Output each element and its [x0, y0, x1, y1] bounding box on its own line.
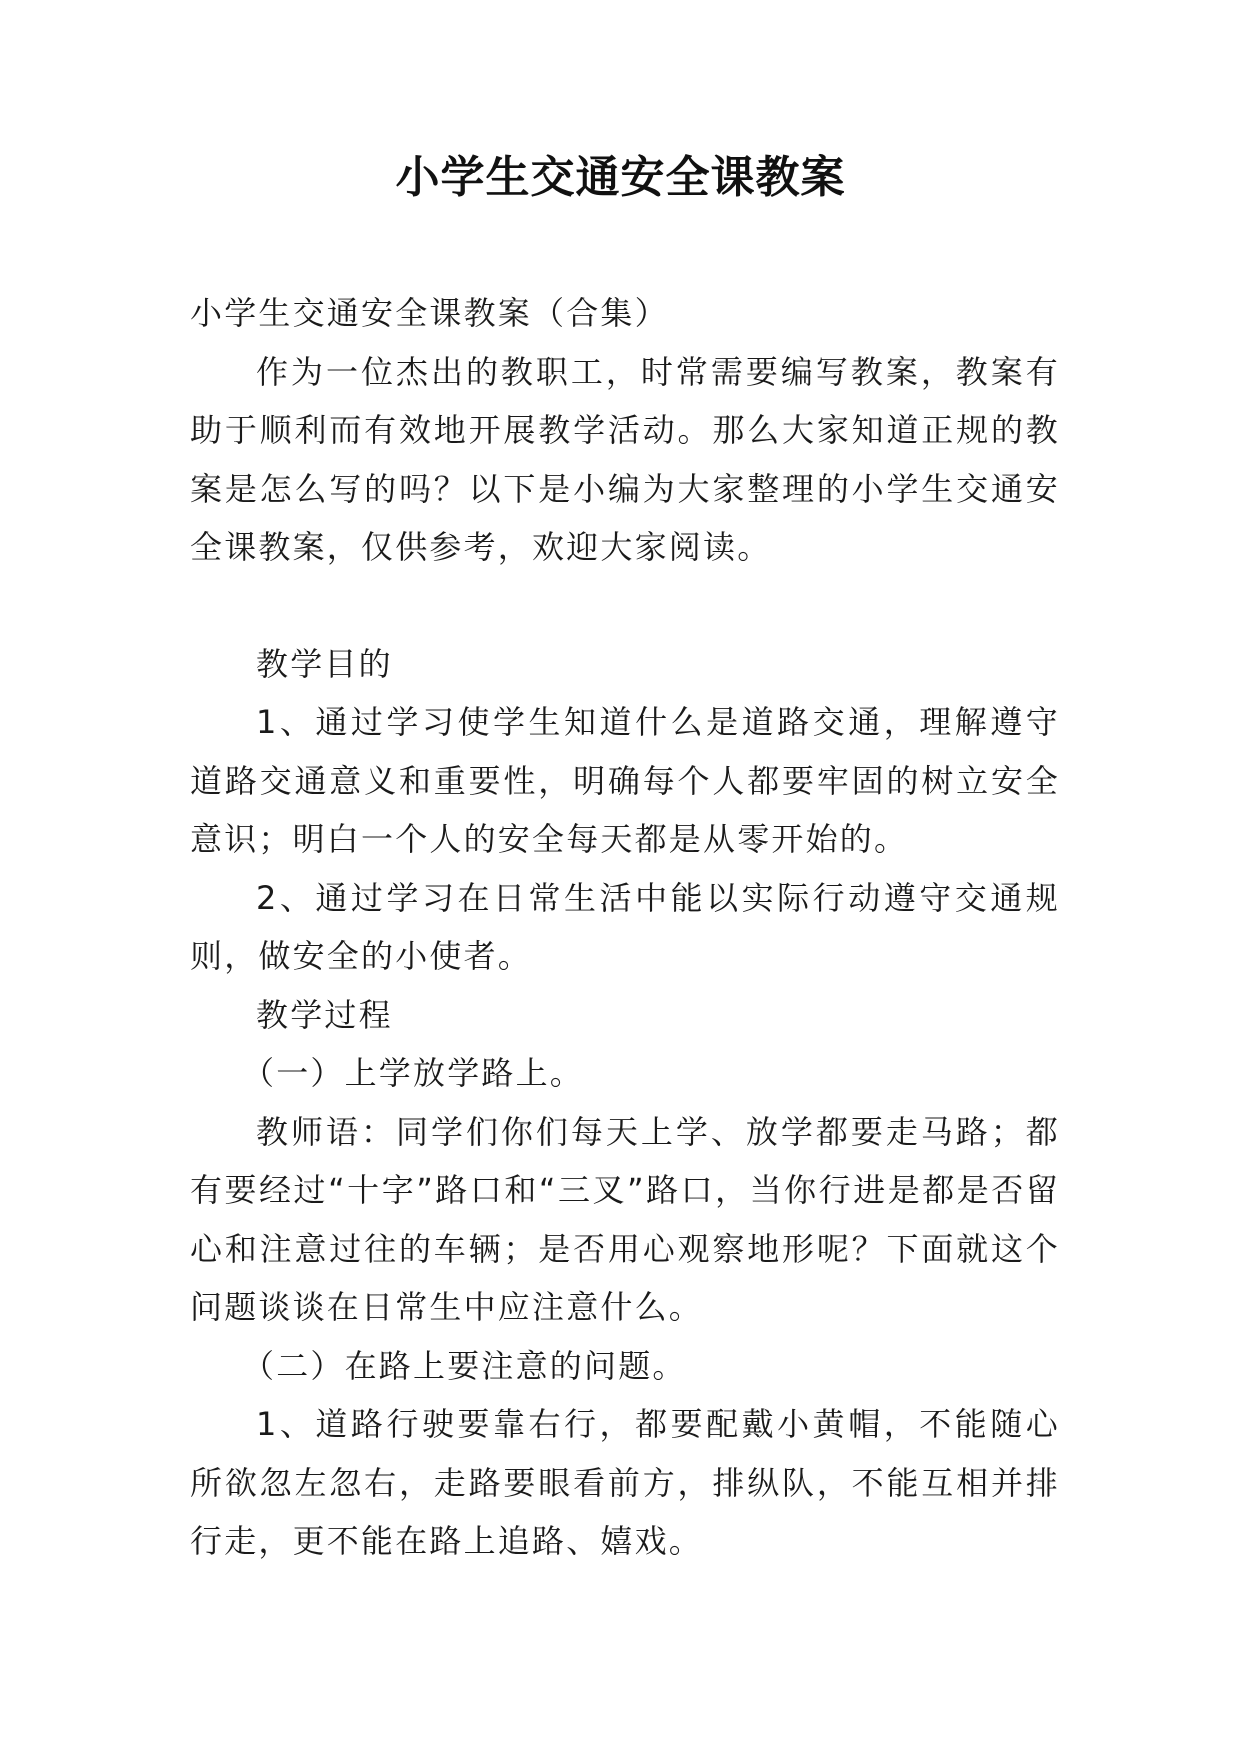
section-process-heading: 教学过程 [256, 995, 393, 1034]
rule-item-1: 1、道路行驶要靠右行，都要配戴小黄帽，不能随心所欲忽左忽右，走路要眼看前方，排纵队，不能互相并排行走，更不能在路上追路、嬉戏。 [190, 1405, 1060, 1560]
intro-paragraph: 作为一位杰出的教职工，时常需要编写教案，教案有助于顺利而有效地开展教学活动。那么大家知道正规的教案是怎么写的吗？以下是小编为大家整理的小学生交通安全课教案，仅供参考，欢迎大家阅读。 [190, 352, 1060, 566]
paragraph-gap [190, 577, 1060, 635]
document-title: 小学生交通安全课教案 [395, 152, 846, 203]
part-1-heading: （一）上学放学路上。 [242, 1054, 585, 1092]
document-body [190, 284, 1060, 1571]
goal-item-2: 2、通过学习在日常生活中能以实际行动遵守交通规则，做安全的小使者。 [190, 878, 1060, 975]
document-subtitle: 小学生交通安全课教案（合集） [190, 294, 669, 332]
part-2-heading: （二）在路上要注意的问题。 [242, 1346, 687, 1385]
section-goal-heading: 教学目的 [256, 644, 393, 683]
goal-item-1: 1、通过学习使学生知道什么是道路交通，理解遵守道路交通意义和重要性，明确每个人都要牢固的树立安全意识；明白一个人的安全每天都是从零开始的。 [190, 703, 1060, 858]
teacher-speech-paragraph: 教师语：同学们你们每天上学、放学都要走马路；都有要经过“十字”路口和“三叉”路口，当你行进是都是否留心和注意过往的车辆；是否用心观察地形呢？下面就这个问题谈谈在日常生中应注意什么。 [190, 1112, 1060, 1326]
